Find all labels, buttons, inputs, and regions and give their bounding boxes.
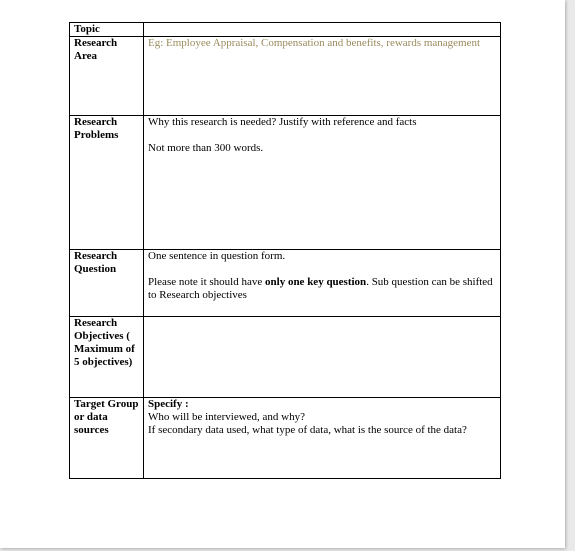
table-row-research-area <box>70 37 501 116</box>
note-emphasis: only one key question <box>265 276 367 288</box>
research-proposal-table <box>69 22 501 479</box>
table-row-topic <box>70 23 501 37</box>
research-question-label: Research Question <box>70 250 144 317</box>
target-group-label: Target Group or data sources <box>70 398 144 479</box>
target-group-value <box>144 398 501 479</box>
table-row-research-problems <box>70 116 501 250</box>
research-area-value <box>144 37 501 116</box>
table-row-research-question <box>70 250 501 317</box>
research-question-instruction: One sentence in question form. <box>148 250 286 262</box>
target-interview-line: Who will be interviewed, and why? <box>148 411 306 423</box>
research-problems-word-limit: Not more than 300 words. <box>148 142 264 154</box>
topic-label: Topic <box>70 23 144 37</box>
research-question-value <box>144 250 501 317</box>
table-row-research-objectives <box>70 317 501 398</box>
note-prefix: Please note it should have <box>148 276 266 288</box>
research-problems-value <box>144 116 501 250</box>
table-row-target-group <box>70 398 501 479</box>
topic-value <box>144 23 501 37</box>
research-objectives-value <box>144 317 501 398</box>
target-secondary-data-line: If secondary data used, what type of data, what is the source of the data? <box>148 424 467 436</box>
research-problems-label: Research Problems <box>70 116 144 250</box>
note-suffix: . Sub question can be shifted to Research objectives <box>148 276 493 301</box>
research-problems-instruction: Why this research is needed? Justify with reference and facts <box>148 116 417 128</box>
research-area-example: Eg: Employee Appraisal, Compensation and benefits, rewards management <box>148 37 481 49</box>
research-area-label: Research Area <box>70 37 144 116</box>
target-specify-heading: Specify : <box>148 398 189 410</box>
research-objectives-label: Research Objectives ( Maximum of 5 objectives) <box>70 317 144 398</box>
research-question-note <box>148 276 493 301</box>
